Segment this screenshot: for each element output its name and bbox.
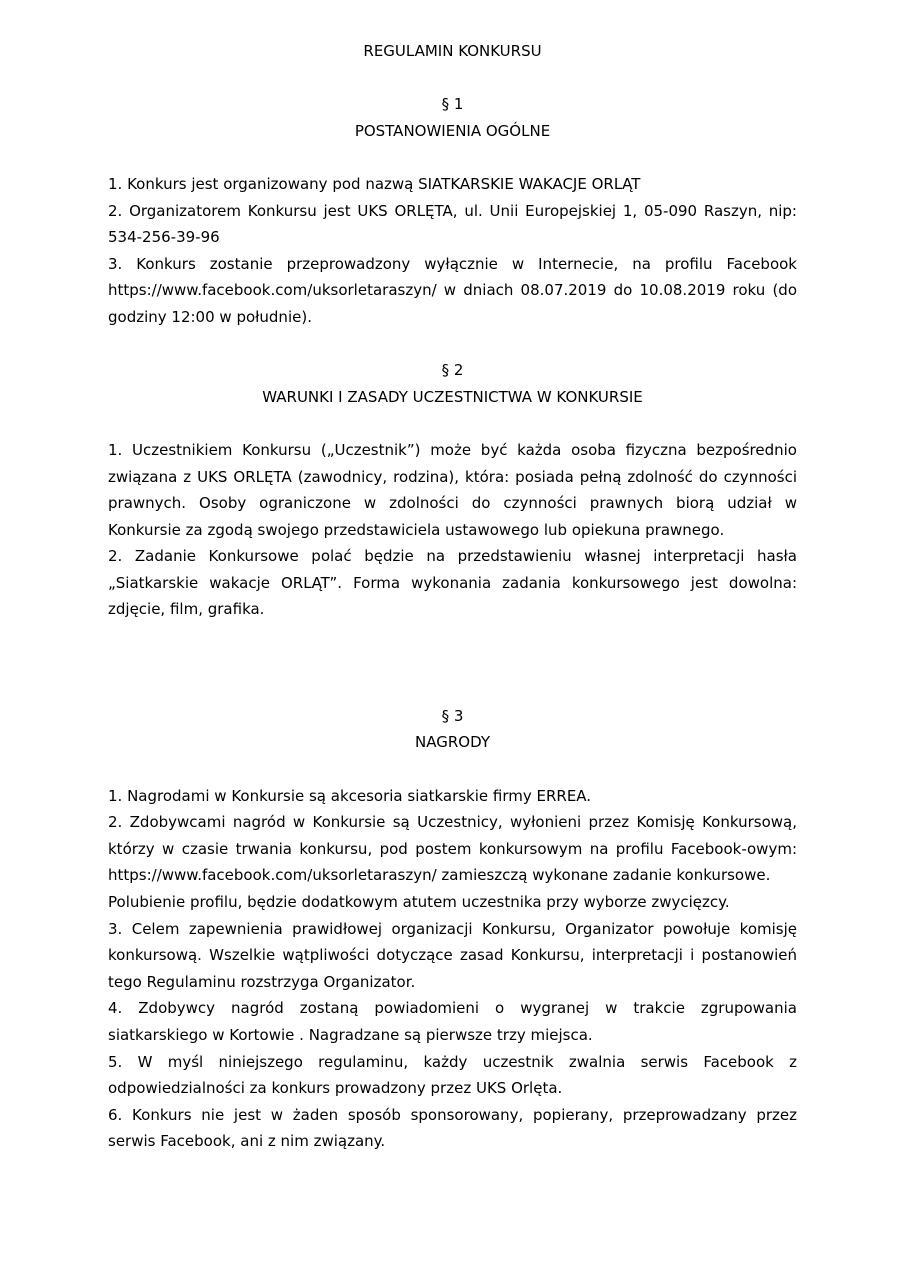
spacer: [108, 756, 797, 783]
document-page: [108, 38, 797, 1155]
section-body: [108, 171, 797, 331]
section-body: [108, 783, 797, 1155]
spacer: [108, 623, 797, 676]
text-line: którzy w czasie trwania konkursu, pod postem konkursowym na profilu Facebook-owym:: [108, 839, 797, 858]
text-line: 1. Nagrodami w Konkursie są akcesoria siatkarskie firmy ERREA.: [108, 786, 592, 805]
text-line: konkursową. Wszelkie wątpliwości dotyczące zasad Konkursu, interpretacji i postanowień: [108, 946, 797, 965]
section-3: [108, 703, 797, 1155]
text-line: 1. Uczestnikiem Konkursu („Uczestnik”) może być każda osoba fizyczna bezpośrednio: [108, 440, 797, 459]
text-line: 1. Konkurs jest organizowany pod nazwą SIATKARSKIE WAKACJE ORLĄT: [108, 174, 641, 193]
text-line: 3. Celem zapewnienia prawidłowej organizacji Konkursu, Organizator powołuje komisję: [108, 919, 797, 938]
spacer: [108, 676, 797, 703]
text-line: 2. Organizatorem Konkursu jest UKS ORLĘTA, ul. Unii Europejskiej 1, 05-090 Raszyn, nip:: [108, 201, 797, 220]
text-line: 3. Konkurs zostanie przeprowadzony wyłącznie w Internecie, na profilu Facebook: [108, 254, 797, 273]
text-line: https://www.facebook.com/uksorletaraszyn/ zamieszczą wykonane zadanie konkursowe.: [108, 866, 771, 885]
text-line: siatkarskiego w Kortowie . Nagradzane są pierwsze trzy miejsca.: [108, 1025, 593, 1044]
text-line: 2. Zadanie Konkursowe polać będzie na przedstawieniu własnej interpretacji hasła: [108, 547, 797, 566]
text-line: prawnych. Osoby ograniczone w zdolności do czynności prawnych biorą udział w: [108, 494, 797, 513]
text-line: odpowiedzialności za konkurs prowadzony przez UKS Orlęta.: [108, 1079, 563, 1098]
document-title: REGULAMIN KONKURSU: [363, 42, 542, 60]
text-line: Konkursie za zgodą swojego przedstawiciela ustawowego lub opiekuna prawnego.: [108, 520, 725, 539]
text-line: Polubienie profilu, będzie dodatkowym atutem uczestnika przy wyborze zwycięzcy.: [108, 893, 730, 911]
section-2: [108, 357, 797, 623]
spacer: [108, 410, 797, 437]
section-number: § 3: [441, 706, 464, 725]
text-line: związana z UKS ORLĘTA (zawodnicy, rodzina), która: posiada pełną zdolność do czynności: [108, 467, 797, 486]
spacer: [108, 144, 797, 171]
text-line: godziny 12:00 w południe).: [108, 307, 312, 326]
section-number: § 1: [441, 95, 464, 114]
section-heading: POSTANOWIENIA OGÓLNE: [354, 121, 551, 140]
text-line: zdjęcie, film, grafika.: [108, 600, 265, 619]
text-line: serwis Facebook, ani z nim związany.: [108, 1132, 386, 1151]
text-line: 2. Zdobywcami nagród w Konkursie są Uczestnicy, wyłonieni przez Komisję Konkursową,: [108, 813, 797, 832]
text-line: 534-256-39-96: [108, 228, 220, 247]
text-line: 4. Zdobywcy nagród zostaną powiadomieni o wygranej w trakcie zgrupowania: [108, 999, 797, 1018]
spacer: [108, 65, 797, 92]
section-heading: NAGRODY: [415, 733, 490, 752]
section-1: [108, 91, 797, 330]
text-line: 6. Konkurs nie jest w żaden sposób sponsorowany, popierany, przeprowadzany przez: [108, 1105, 797, 1124]
section-heading: WARUNKI I ZASADY UCZESTNICTWA W KONKURSIE: [262, 387, 643, 406]
text-line: https://www.facebook.com/uksorletaraszyn/ w dniach 08.07.2019 do 10.08.2019 roku (do: [108, 281, 797, 300]
text-line: 5. W myśl niniejszego regulaminu, każdy uczestnik zwalnia serwis Facebook z: [108, 1052, 797, 1071]
spacer: [108, 331, 797, 358]
section-number: § 2: [441, 361, 464, 380]
section-body: [108, 437, 797, 623]
text-line: tego Regulaminu rozstrzyga Organizator.: [108, 972, 416, 991]
text-line: „Siatkarskie wakacje ORLĄT”. Forma wykonania zadania konkursowego jest dowolna:: [108, 573, 797, 592]
